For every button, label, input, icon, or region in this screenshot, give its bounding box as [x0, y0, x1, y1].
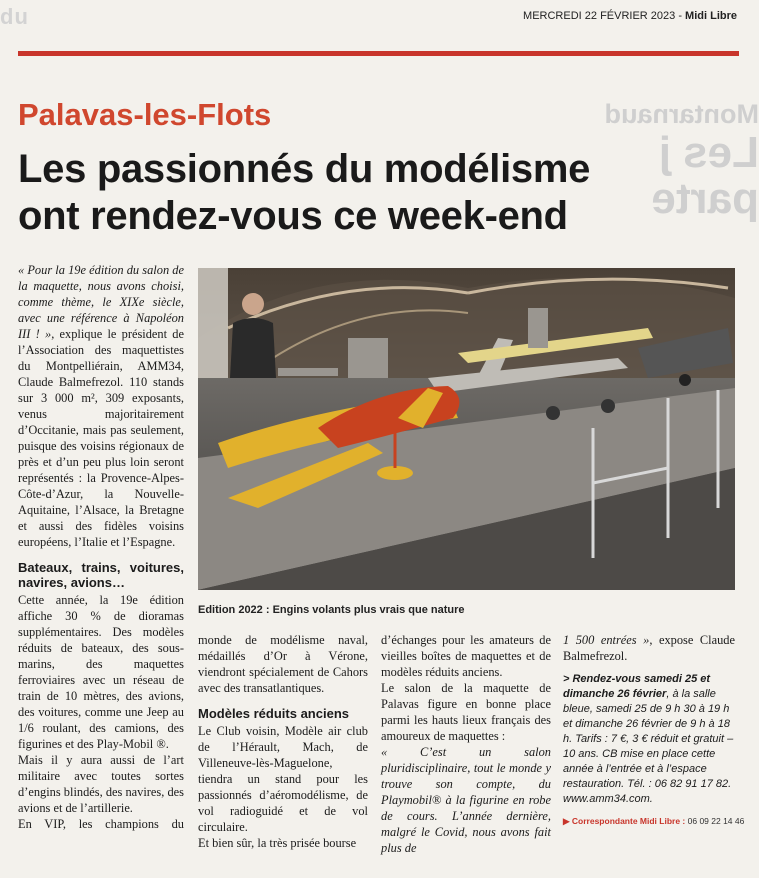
model-aircraft-exhibition-photo — [198, 268, 735, 590]
headline-line: Les passionnés du modélisme — [18, 147, 591, 191]
page-top — [0, 0, 759, 48]
bleed-through-line: parte — [651, 174, 759, 223]
paragraph: Cette année, la 19e édition affiche 30 % de dioramas supplémentaires. Des modèles réduits de bateaux, des sous-marins, des maquettes ferroviaires avec un réseau de train de 10 mètres, des avions, des voitures, comme une Jeep au 1/6 roulant, des camions, des figurines et des Play-Mobil ®. — [18, 593, 184, 751]
bleed-through-text: du — [0, 4, 29, 29]
paragraph: Mais il y aura aussi de l’art militaire avec toutes sortes d’engins blindés, des navires, des avions et de l’artillerie. — [18, 753, 184, 815]
paragraph: Le salon de la maquette de Palavas figure en bonne place parmi les hauts lieux français des amoureux de maquettes : — [381, 681, 551, 743]
column-2 — [198, 632, 368, 851]
dateline-paper: Midi Libre — [685, 10, 737, 22]
headline-line: ont rendez-vous ce week-end — [18, 194, 568, 238]
correspondent-label: ▶ Correspondante Midi Libre : — [563, 816, 686, 826]
dateline-separator: - — [675, 10, 686, 22]
column-1 — [18, 262, 184, 832]
correspondent-credit — [563, 813, 745, 829]
paragraph: monde de modélisme naval, médaillés d’Or à Vérone, viendront spécialement de Cahors avec des transatlantiques. — [198, 633, 368, 695]
attribution: , expose Claude Balmefrezol. — [563, 633, 735, 663]
quote-end: 1 500 entrées » — [563, 633, 650, 647]
section-rule — [18, 51, 739, 56]
event-info — [563, 672, 735, 807]
event-details: , à la salle bleue, samedi 25 de 9 h 30 à 19 h et dimanche 26 février de 9 h à 18 h. Tarifs : 7 €, 3 € réduit et gratuit – 10 ans. CB mise en place cette année à l’entrée et à l’espace restauration. Tél. : 06 82 91 17 82. www.amm34.com. — [563, 688, 734, 805]
subhead: Bateaux, trains, voitures, navires, avions… — [18, 560, 184, 590]
correspondent-label-text: Correspondante Midi Libre : — [571, 816, 686, 826]
article-photo — [198, 268, 735, 590]
paragraph: d’échanges pour les amateurs de vieilles boîtes de maquettes et de modèles réduits anciens. — [381, 633, 551, 679]
paragraph: Le Club voisin, Modèle air club de l’Hérault, Mach, de Villeneuve-lès-Maguelone, tiendra un stand pour les passionnés d’aéromodélisme, de vol radioguidé et de vol circulaire. — [198, 724, 368, 834]
column-3 — [381, 632, 551, 856]
subhead: Modèles réduits anciens — [198, 706, 349, 721]
correspondent-phone: 06 09 22 14 46 — [687, 816, 745, 826]
column-4 — [563, 632, 745, 829]
caption-text: Edition 2022 : Engins volants plus vrais que nature — [198, 604, 465, 616]
bleed-through-line: Les j — [658, 128, 759, 177]
intro-text: , explique le président de l’Association des maquettistes du Montpelliérain, AMM34, Claude Balmefrezol. 110 stands sur 3 000 m², 309 exposants, venus majoritairement d’Occitanie, mais pas seulement, puisque des voisins régionaux de près et d’un peu plus loin seront représentés : la Provence-Alpes-Côte-d’Azur, la Nouvelle-Aquitaine, l’Alsace, la Bretagne et aussi des fidèles voisins européens, l’Italie et l’Espagne. — [18, 327, 184, 549]
paragraph: Et bien sûr, la très prisée bourse — [198, 836, 357, 850]
quote: « C’est un salon pluridisciplinaire, tout le monde y trouve son compte, du Playmobil® à la figurine en robe de cours. L’année dernière, malgré le Covid, nous avons fait plus de — [381, 745, 551, 855]
dateline — [523, 10, 737, 22]
article-headline — [18, 146, 718, 240]
bleed-through-line: Montarnaud — [604, 99, 759, 129]
photo-caption — [198, 604, 465, 616]
paragraph: En VIP, les champions du — [18, 817, 184, 831]
article-kicker: Palavas-les-Flots — [18, 97, 272, 132]
event-dates: > Rendez-vous samedi 25 et dimanche 26 février — [563, 673, 711, 700]
intro-quote: « Pour la 19e édition du salon de la maquette, nous avons choisi, comme thème, le XIXe siècle, avec une référence à Napoléon III ! » — [18, 263, 184, 341]
dateline-date: MERCREDI 22 FÉVRIER 2023 — [523, 10, 676, 22]
